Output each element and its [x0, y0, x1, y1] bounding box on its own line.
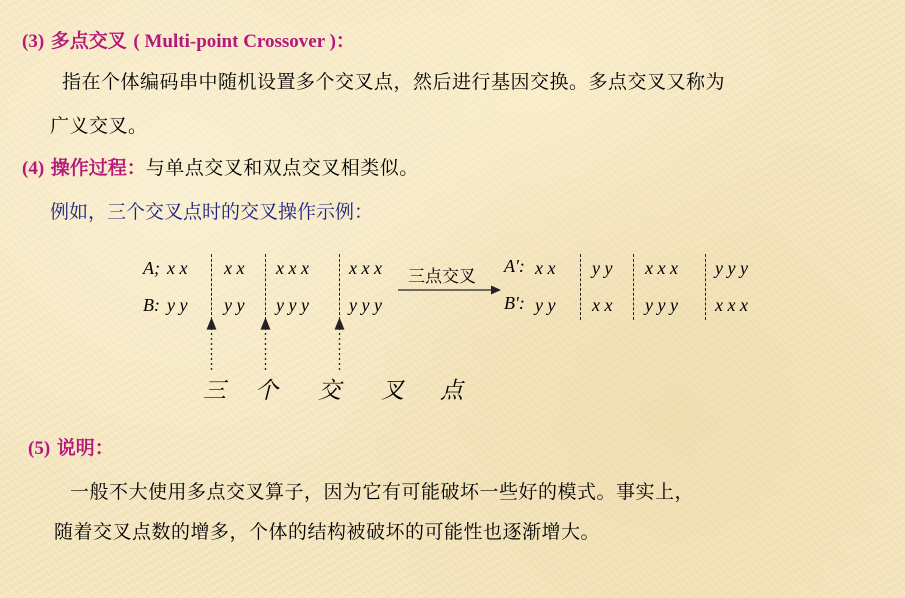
example-intro: 例如，三个交叉点时的交叉操作示例： [50, 201, 374, 223]
crossover-caption-char-3: 交 [318, 378, 341, 404]
section-3-colon: ： [335, 30, 355, 52]
section-5-number: (5) [28, 438, 51, 459]
offspring-crossover-line-1 [580, 254, 581, 320]
offspring-a-label: A′: [504, 256, 525, 276]
crossover-caption-char-5: 点 [440, 378, 463, 404]
section-4-title: 操作过程： [50, 157, 146, 179]
offspring-b-segment-1: y y [535, 295, 556, 315]
crossover-line-2 [265, 254, 266, 320]
offspring-b-segment-4: x x x [715, 295, 748, 315]
offspring-crossover-line-2 [633, 254, 634, 320]
offspring-a-segment-3: x x x [645, 258, 678, 278]
parent-a-segment-3: x x x [276, 258, 309, 278]
parent-a-segment-1: x x [167, 258, 188, 278]
section-3-paragraph-line-1: 指在个体编码串中随机设置多个交叉点，然后进行基因交换。多点交叉又称为 [62, 71, 726, 93]
crossover-point-arrows [195, 318, 355, 372]
section-3-paragraph-line-2: 广义交叉。 [50, 115, 148, 137]
section-3-english-title: ( Multi-point Crossover ) [133, 31, 336, 52]
offspring-a-segment-2: y y [592, 258, 613, 278]
parent-a-label: A; [143, 258, 160, 278]
crossover-line-1 [211, 254, 212, 320]
offspring-crossover-line-3 [705, 254, 706, 320]
section-5-paragraph-line-2: 随着交叉点数的增多，个体的结构被破坏的可能性也逐渐增大。 [54, 521, 601, 543]
offspring-a-segment-4: y y y [715, 258, 748, 278]
section-5-paragraph-line-1: 一般不大使用多点交叉算子，因为它有可能破坏一些好的模式。事实上， [70, 481, 695, 503]
offspring-b-label: B′: [504, 293, 525, 313]
section-5-heading [28, 433, 114, 460]
offspring-b-segment-2: x x [592, 295, 613, 315]
offspring-a-segment-1: x x [535, 258, 556, 278]
parent-b-segment-4: y y y [349, 295, 382, 315]
parent-b-label: B: [143, 295, 160, 315]
section-3-number: (3) [22, 31, 45, 52]
section-4-text: 与单点交叉和双点交叉相类似。 [145, 157, 419, 179]
section-4-number: (4) [22, 158, 45, 179]
parent-a-segment-4: x x x [349, 258, 382, 278]
offspring-b-segment-3: y y y [645, 295, 678, 315]
section-3-title: 多点交叉 [50, 30, 127, 52]
section-5-title: 说明： [56, 437, 114, 459]
crossover-caption-char-4: 叉 [381, 378, 404, 404]
parent-a-segment-2: x x [224, 258, 245, 278]
transform-arrow-icon [398, 284, 502, 296]
parent-b-segment-1: y y [167, 295, 188, 315]
parent-b-segment-2: y y [224, 295, 245, 315]
crossover-caption-char-1: 三 [203, 378, 226, 404]
parent-b-segment-3: y y y [276, 295, 309, 315]
three-point-crossover-label: 三点交叉 [408, 267, 476, 287]
crossover-line-3 [339, 254, 340, 320]
crossover-caption-char-2: 个 [255, 378, 278, 404]
